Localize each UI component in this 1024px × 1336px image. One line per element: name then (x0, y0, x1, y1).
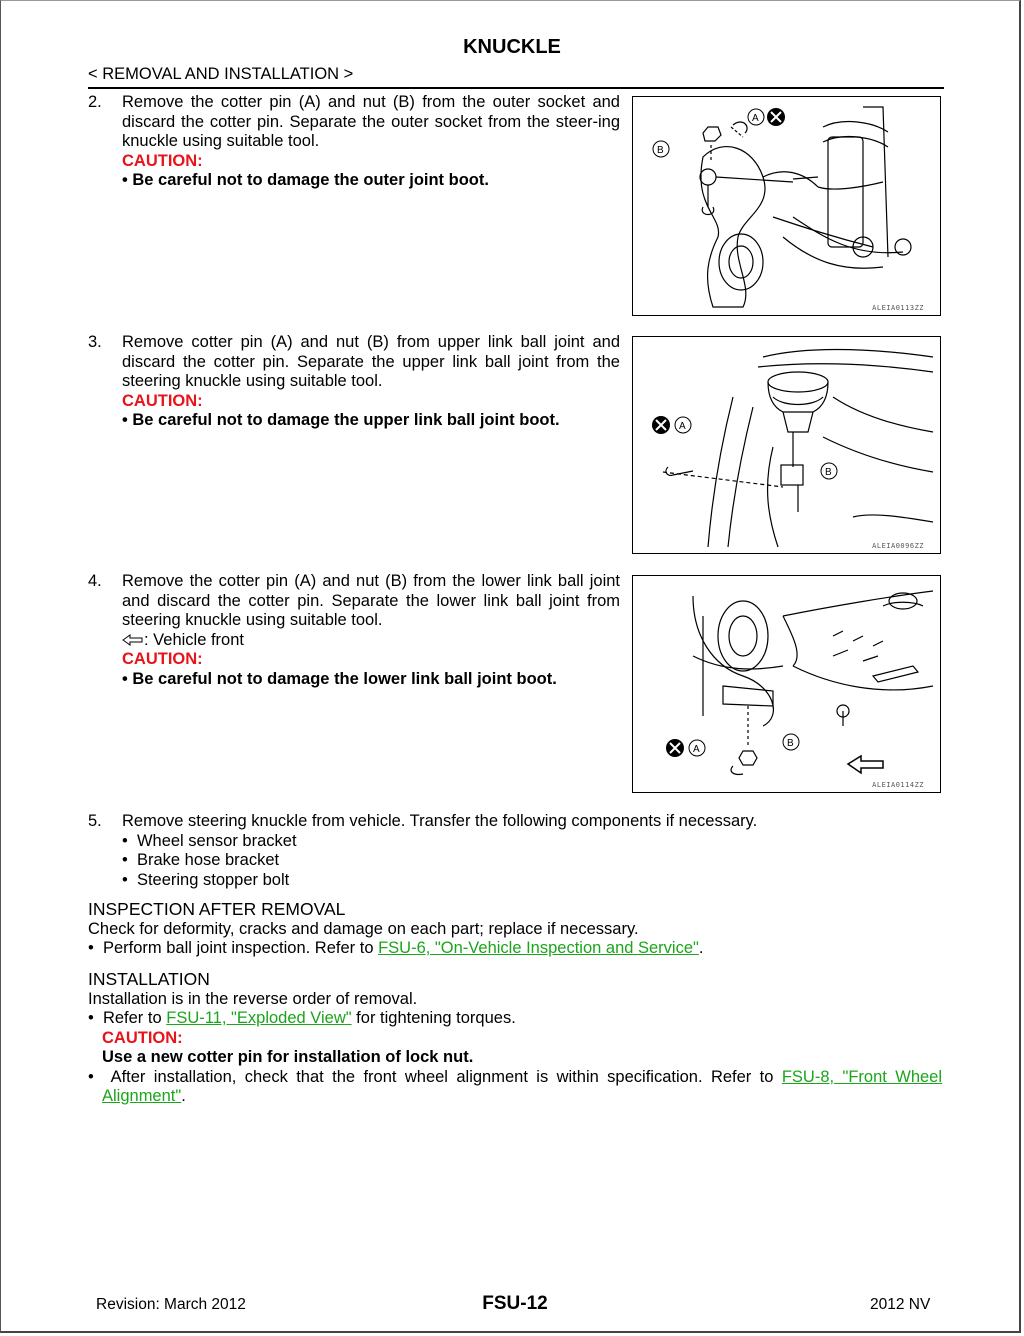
list-item: • Steering stopper bolt (122, 870, 290, 889)
fsu6-link[interactable]: FSU-6, "On-Vehicle Inspection and Service" (378, 939, 699, 957)
inspection-text: Check for deformity, cracks and damage on each part; replace if necessary. (88, 919, 639, 938)
list-item: • Wheel sensor bracket (122, 831, 297, 850)
vehicle-front-legend: : Vehicle front (122, 631, 620, 651)
figure-outer-socket (632, 96, 941, 316)
fsu8-link[interactable]: FSU-8, "Front Wheel (781, 1067, 943, 1086)
footer-revision: Revision: March 2012 (96, 1296, 246, 1313)
step-number: 2. (88, 93, 102, 111)
installation-heading: INSTALLATION (88, 969, 210, 989)
lower-link-illustration (633, 576, 941, 793)
outer-socket-illustration (633, 97, 941, 316)
inspection-heading: INSPECTION AFTER REMOVAL (88, 899, 346, 919)
step-text: Remove the cotter pin (A) and nut (B) from the outer socket and discard the cotter pin. Separate the outer socket from the steer-ing knuckle using suitable tool. (122, 93, 620, 150)
callout-a: A (693, 744, 700, 755)
vehicle-front-arrow-icon (848, 756, 883, 773)
discard-icon (652, 416, 670, 434)
discard-icon (666, 739, 684, 757)
caution-label: CAUTION: (122, 391, 203, 410)
caution-text: • Be careful not to damage the upper link ball joint boot. (122, 411, 560, 429)
callout-b: B (657, 145, 664, 156)
fsu8-link-cont[interactable]: Alignment" (102, 1087, 182, 1105)
list-item: • Brake hose bracket (122, 851, 280, 869)
inspection-bullet: • Perform ball joint inspection. Refer to FSU-6, "On-Vehicle Inspection and Service". (88, 939, 704, 957)
upper-link-illustration (633, 337, 941, 554)
step-4 (88, 572, 620, 689)
footer-page-number: FSU-12 (482, 1293, 548, 1314)
callout-a: A (752, 113, 759, 124)
step-text: Remove the cotter pin (A) and nut (B) from the lower link ball joint and discard the cotter pin. Separate the lower link ball joint from steering knuckle using suitable tool. (122, 572, 620, 629)
caution-text: • Be careful not to damage the lower link ball joint boot. (122, 669, 557, 688)
step-5 (88, 812, 942, 890)
caution-label: CAUTION: (102, 1028, 183, 1047)
figure-code: ALEIA0096ZZ (872, 542, 924, 550)
page-title: KNUCKLE (463, 36, 561, 58)
inspection-section (88, 900, 942, 959)
figure-code: ALEIA0114ZZ (872, 781, 924, 789)
callout-b: B (825, 467, 832, 478)
step-number: 4. (88, 572, 102, 590)
caution-label: CAUTION: (122, 151, 203, 170)
callout-b: B (787, 738, 794, 749)
footer-model: 2012 NV (870, 1296, 931, 1313)
discard-icon (767, 108, 785, 126)
installation-bullet-2: • After installation, check that the front wheel alignment is within specification. Refer to FSU-8, "Front Wheel Alignment". (88, 1067, 943, 1105)
caution-text: Use a new cotter pin for installation of lock nut. (102, 1048, 474, 1066)
vehicle-front-arrow-icon (122, 634, 144, 646)
section-header: < REMOVAL AND INSTALLATION > (88, 65, 944, 89)
step-3 (88, 333, 620, 431)
figure-lower-link (632, 575, 941, 793)
fsu11-link[interactable]: FSU-11, "Exploded View" (166, 1009, 352, 1027)
component-list (122, 832, 942, 891)
caution-text: • Be careful not to damage the outer joint boot. (122, 171, 489, 189)
step-text: Remove cotter pin (A) and nut (B) from upper link ball joint and discard the cotter pin. Separate the upper link ball joint from the steering knuckle using suitable tool. (122, 333, 620, 390)
step-2 (88, 93, 620, 191)
step-text: Remove steering knuckle from vehicle. Transfer the following components if necessary. (122, 812, 758, 830)
installation-text: Installation is in the reverse order of removal. (88, 989, 418, 1008)
installation-bullet-1: • Refer to FSU-11, "Exploded View" for tightening torques. (88, 1009, 516, 1027)
figure-code: ALEIA0113ZZ (872, 304, 924, 312)
installation-section (88, 970, 942, 1107)
figure-upper-link (632, 336, 941, 554)
step-number: 5. (88, 812, 102, 830)
step-number: 3. (88, 333, 102, 351)
callout-a: A (679, 421, 686, 432)
caution-label: CAUTION: (122, 650, 203, 668)
